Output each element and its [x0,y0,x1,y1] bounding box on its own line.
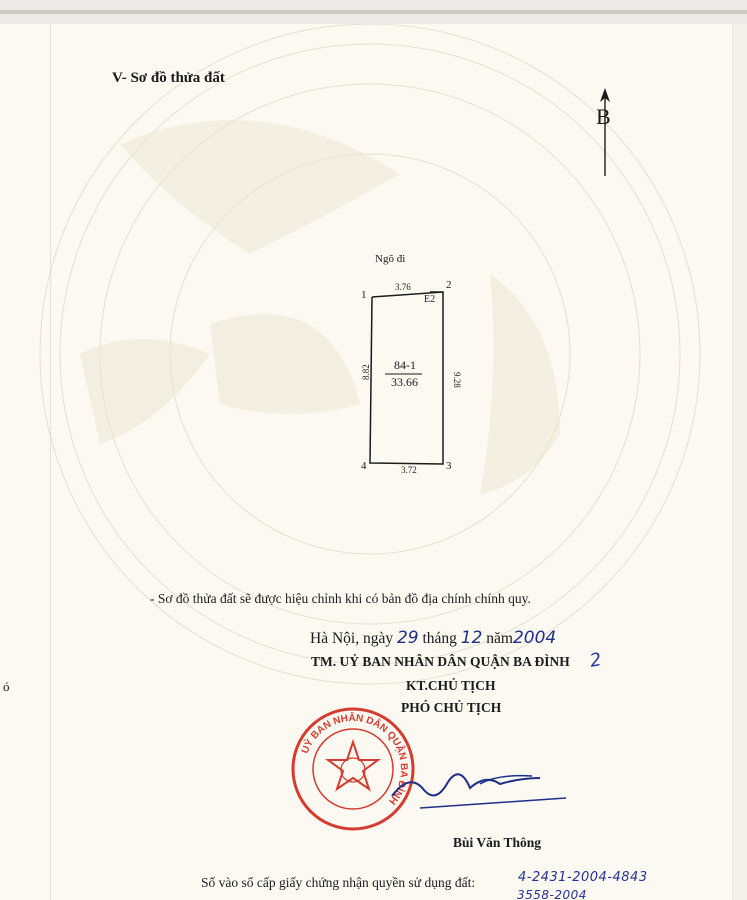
parcel-id: 84-1 [394,358,416,372]
top-shadow [0,10,747,14]
date-year: 2004 [512,628,557,648]
section-title: V- Sơ đồ thửa đất [112,70,225,86]
corner-3-label: 3 [446,460,452,472]
corner-code: E2 [424,294,436,305]
date-year-label: năm [486,630,513,647]
certificate-page [0,24,747,900]
parcel-area: 33.66 [391,375,418,389]
issue-date [310,628,556,648]
svg-text:UỶ BAN NHÂN DÂN QUẬN BA ĐÌNH: UỶ BAN NHÂN DÂN QUẬN BA ĐÌNH [299,712,410,807]
registration-number-secondary: 3558-2004 [517,888,587,900]
north-label: B [596,104,611,129]
top-edge-length: 3.76 [395,282,411,292]
corner-2-label: 2 [446,279,452,291]
left-margin-fragment: ó [3,679,10,694]
bottom-edge-length: 3.72 [401,465,417,475]
signer-name: Bùi Văn Thông [453,835,542,850]
signature-scribble [390,754,570,814]
corner-4-label: 4 [361,460,367,472]
left-edge-length: 8.82 [361,364,371,380]
registration-number: 4-2431-2004-4843 [518,870,648,885]
signer-title: PHÓ CHỦ TỊCH [401,700,502,715]
date-day: 29 [396,628,419,648]
date-prefix: Hà Nội, ngày [310,630,394,647]
corner-1-label: 1 [361,289,367,301]
right-edge-length: 9.28 [452,372,462,388]
top-bar [0,0,747,24]
diagram-note: - Sơ đồ thửa đất sẽ được hiệu chỉnh khi có bản đồ địa chính chính quy. [150,591,531,606]
registration-label: Số vào sổ cấp giấy chứng nhận quyền sử dụng đất: [201,875,476,890]
handwritten-mark: 2 [588,649,604,672]
date-month: 12 [460,628,483,648]
issuing-authority: TM. UỶ BAN NHÂN DÂN QUẬN BA ĐÌNH [311,654,570,669]
road-label: Ngõ đi [375,253,406,265]
date-month-label: tháng [422,630,457,647]
on-behalf-label: KT.CHỦ TỊCH [406,678,496,693]
